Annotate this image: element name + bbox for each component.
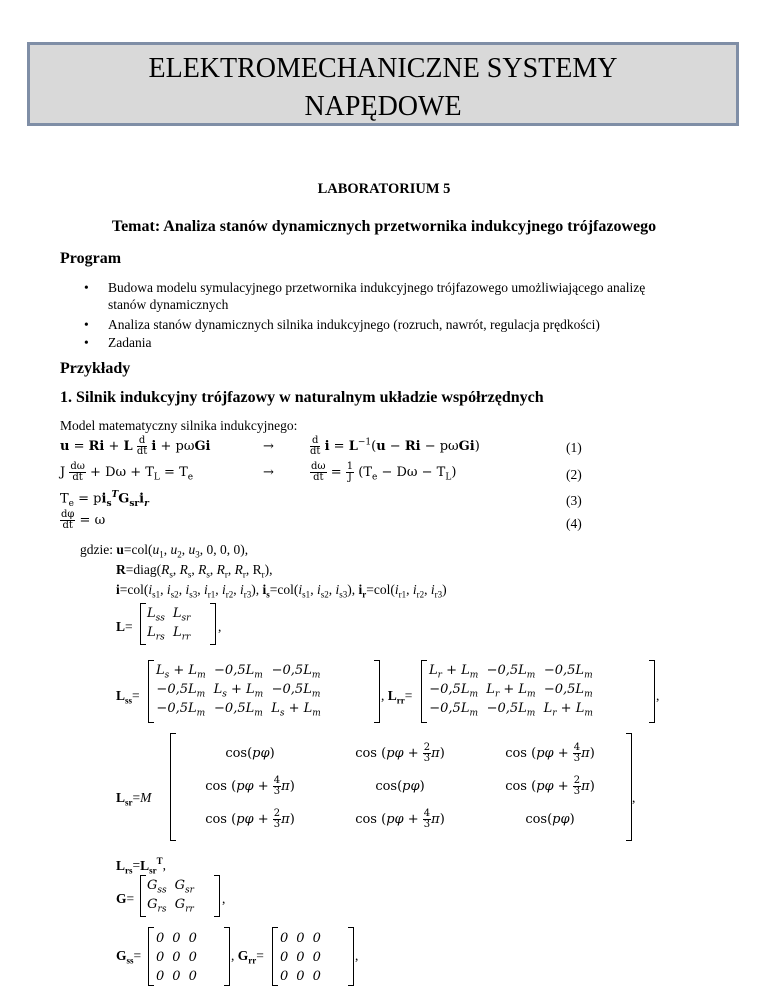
Lrr-cell-2-0: $-0,5L_m$ <box>429 700 479 719</box>
Gss-cell-2-1: 0 <box>172 969 181 984</box>
Lrr-cell-0-0: $L_r + L_m$ <box>429 662 479 681</box>
Grr-cell-2-2: 0 <box>312 969 321 984</box>
i-definition: $i=col(i_{s1}$, $i_{s2}$, $i_{s3}$, $i_{r1}$, $i_{r2}$, $i_{r3}$), $i_s=col(i_{s1}$, $i_{s2}$, $i_{s3}$), $i_r=col(i_{r1}$, $i_{r2}$, $i_{r3}$) <box>116 582 447 600</box>
Lss-cell-1-2: $-0,5L_m$ <box>271 681 321 700</box>
model-intro: Model matematyczny silnika indukcyjnego: <box>60 418 298 433</box>
Lss-label: $L_{ss}=$ <box>116 688 140 706</box>
Gss-cell-0-0: 0 <box>156 931 165 946</box>
Grr-cell-1-0: 0 <box>280 950 289 965</box>
equation-number-1: (1) <box>566 440 582 455</box>
equation-2-left: J $\frac{d\omega}{dt}$ + $D\omega + T_L = T_e$ <box>60 461 194 483</box>
Lss-cell-0-0: $L_s + L_m$ <box>156 662 206 681</box>
Lrr-cell-2-2: $L_r + L_m$ <box>543 700 593 719</box>
Gss-matrix <box>148 927 230 986</box>
program-item-3-text: Zadania <box>108 335 152 350</box>
G-matrix: $G_{ss}$ $G_{sr}$ $G_{rs}$ $G_{rr}$ <box>140 875 220 917</box>
program-item-2: • Analiza stanów dynamicznych silnika indukcyjnego (rozruch, nawrót, regulacja prędkości) <box>84 317 600 332</box>
Grr-cell-2-0: 0 <box>280 969 289 984</box>
Grr-cell-1-1: 0 <box>296 950 305 965</box>
Lss-cell-0-2: $-0,5L_m$ <box>271 662 321 681</box>
Grr-cell-1-2: 0 <box>312 950 321 965</box>
Grr-matrix <box>272 927 354 986</box>
Lrr-cell-1-1: $L_r + L_m$ <box>486 681 536 700</box>
lab-number: LABORATORIUM 5 <box>317 181 451 197</box>
title-line-2: NAPĘDOWE <box>304 91 462 122</box>
Gss-cell-2-2: 0 <box>188 969 197 984</box>
Grr-cell-0-1: 0 <box>296 931 305 946</box>
equation-1-left: u = Ri + L $\frac{d}{dt}$ i + pωGi <box>60 435 211 457</box>
arrow-2: → <box>263 465 274 480</box>
gdzie-text: gdzie: <box>80 542 113 557</box>
Lss-cell-2-1: $-0,5L_m$ <box>214 700 263 719</box>
equation-4: $\frac{d\varphi}{dt}$ = ω <box>61 509 106 531</box>
R-definition: $R=diag(R_s$, $R_s$, $R_s$, $R_r$, $R_r$, $R_r$), <box>116 562 273 580</box>
Lss-matrix <box>148 660 380 723</box>
Lss-cell-1-0: $-0,5L_m$ <box>156 681 206 700</box>
Lsr-matrix: cos(pφ) cos (pφ + $\frac{2}{3}$ π) cos (pφ + $\frac{4}{3}$ π) cos (pφ + $\frac{4}{3}$ π) cos(pφ) cos (pφ + $\frac{2}{3}$ π) cos (pφ + $\frac{2}{3}$ π) cos (pφ + $\frac{4}{3}$ π) cos(pφ) <box>170 733 632 841</box>
Lrr-cell-0-2: $-0,5L_m$ <box>543 662 593 681</box>
Lrr-matrix <box>421 660 655 723</box>
Lrs-definition: $L_{rs}=L_{sr}^T$, <box>116 856 167 876</box>
equation-1-right: $\frac{d}{dt}$ $i = L^{-1}(u - Ri - p\omega Gi)$ <box>310 435 480 457</box>
L-label: L= <box>116 619 133 634</box>
Gss-cell-1-1: 0 <box>172 950 181 965</box>
equation-2-right: $\frac{d\omega}{dt}$ = $\frac{1}{J}$ $(T_e - D\omega - T_L)$ <box>311 461 457 483</box>
Lss-cell-0-1: $-0,5L_m$ <box>214 662 263 681</box>
Grr-cell-0-2: 0 <box>312 931 321 946</box>
L-matrix: $L_{ss}$ $L_{sr}$ $L_{rs}$ $L_{rr}$ <box>140 603 216 645</box>
equation-number-2: (2) <box>566 467 582 482</box>
section-1-heading: 1. Silnik indukcyjny trójfazowy w naturalnym układzie współrzędnych <box>60 389 544 406</box>
Lss-cell-2-0: $-0,5L_m$ <box>156 700 206 719</box>
title-line-1: ELEKTROMECHANICZNE SYSTEMY <box>148 53 618 84</box>
Grr-cell-2-1: 0 <box>296 969 305 984</box>
Gss-cell-1-0: 0 <box>156 950 165 965</box>
Gss-cell-2-0: 0 <box>156 969 165 984</box>
Gss-cell-1-2: 0 <box>188 950 197 965</box>
Gss-cell-0-1: 0 <box>172 931 181 946</box>
program-item-1-cont: stanów dynamicznych <box>108 297 229 312</box>
document-title-box <box>27 42 739 126</box>
Grr-cell-0-0: 0 <box>280 931 289 946</box>
arrow-1: → <box>263 439 274 454</box>
Grr-label: , $G_{rr}=$ <box>231 948 264 966</box>
program-item-2-text: Analiza stanów dynamicznych silnika indukcyjnego (rozruch, nawrót, regulacja prędkości) <box>108 317 600 332</box>
Lrr-label: , $L_{rr}=$ <box>381 688 413 706</box>
Lss-cell-1-1: $L_s + L_m$ <box>213 681 264 700</box>
equation-3: $T_e = pi_s^TG_{sr}i_r$ <box>60 490 149 509</box>
Lrr-cell-1-0: $-0,5L_m$ <box>429 681 479 700</box>
Lsr-label: $L_{sr}=M$ <box>116 790 152 808</box>
Lss-cell-2-2: $L_s + L_m$ <box>271 700 321 719</box>
Lrr-cell-1-2: $-0,5L_m$ <box>543 681 593 700</box>
equation-number-3: (3) <box>566 493 582 508</box>
program-heading: Program <box>60 250 122 267</box>
Gss-label: $G_{ss}=$ <box>116 948 142 966</box>
Gss-cell-0-2: 0 <box>188 931 197 946</box>
topic-heading: Temat: Analiza stanów dynamicznych przetwornika indukcyjnego trójfazowego <box>111 218 657 235</box>
program-item-1: • Budowa modelu symulacyjnego przetwornika indukcyjnego trójfazowego umożliwiającego analizę stanów dynamicznych <box>84 280 646 312</box>
G-label: G= <box>116 891 135 906</box>
gdzie-label: gdzie: $u=col(u_1$, $u_2$, $u_3$, 0, 0, 0), <box>80 542 249 560</box>
Lrr-cell-2-1: $-0,5L_m$ <box>486 700 536 719</box>
program-item-3: • Zadania <box>84 335 152 350</box>
Lrr-cell-0-1: $-0,5L_m$ <box>486 662 536 681</box>
equation-number-4: (4) <box>566 516 582 531</box>
program-item-1-text: Budowa modelu symulacyjnego przetwornika indukcyjnego trójfazowego umożliwiającego analizę <box>108 280 646 295</box>
examples-heading: Przykłady <box>60 360 131 377</box>
